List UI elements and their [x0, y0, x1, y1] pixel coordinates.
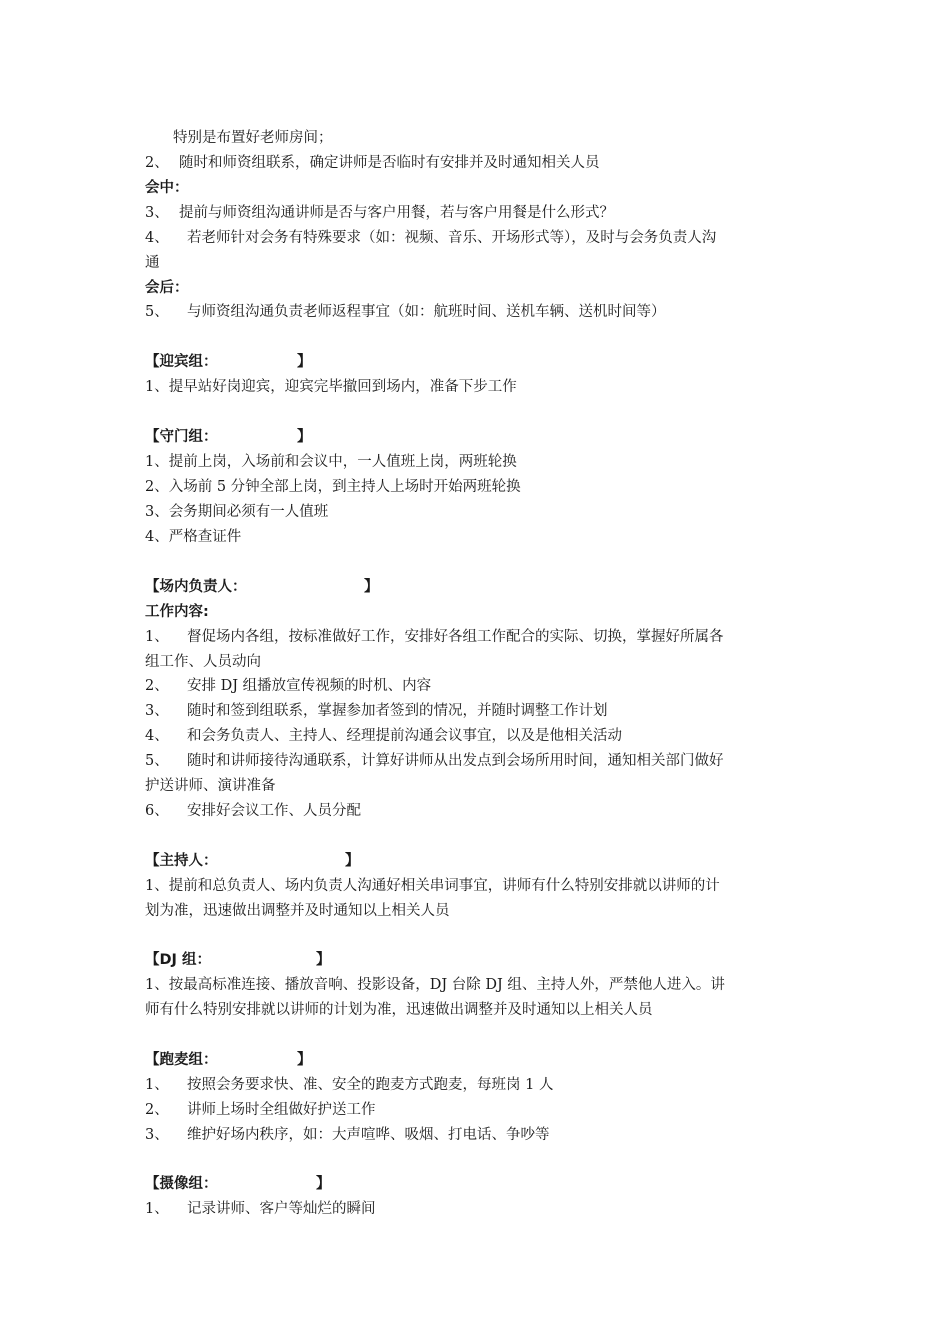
section-heading-venue — [145, 578, 379, 596]
text-line: 组工作、人员动向 — [145, 654, 261, 670]
item-number: 2、 — [145, 155, 169, 171]
list-item — [145, 229, 716, 247]
heading-bracket: 】 — [364, 579, 379, 595]
item-text: 提前与师资组沟通讲师是否与客户用餐，若与客户用餐是什么形式？ — [179, 205, 614, 221]
list-item: 1、提早站好岗迎宾，迎宾完毕撤回到场内，准备下步工作 — [145, 379, 517, 395]
heading-text: 【DJ 组： — [145, 952, 211, 968]
section-label-work: 工作内容: — [145, 604, 209, 620]
section-heading-welcome — [145, 353, 312, 371]
item-number: 5、 — [145, 304, 169, 320]
item-text: 随时和讲师接待沟通联系，计算好讲师从出发点到会场所用时间，通知相关部门做好 — [187, 753, 724, 769]
text-line: 通 — [145, 255, 160, 271]
section-heading-mic — [145, 1051, 312, 1069]
item-text: 督促场内各组，按标准做好工作，安排好各组工作配合的实际、切换，掌握好所属各 — [187, 629, 724, 645]
item-number: 2、 — [145, 678, 169, 694]
list-item: 4、严格查证件 — [145, 529, 242, 545]
list-item: 1、提前上岗，入场前和会议中，一人值班上岗，两班轮换 — [145, 454, 517, 470]
item-number: 3、 — [145, 1127, 169, 1143]
list-item — [145, 1101, 376, 1119]
list-item — [145, 802, 361, 820]
item-number: 6、 — [145, 803, 169, 819]
item-number: 1、 — [145, 1077, 169, 1093]
heading-bracket: 】 — [316, 952, 331, 968]
list-item: 2、入场前 5 分钟全部上岗，到主持人上场时开始两班轮换 — [145, 479, 521, 495]
heading-text: 【迎宾组： — [145, 354, 218, 370]
item-number: 2、 — [145, 1102, 169, 1118]
list-item — [145, 1126, 550, 1144]
text-line: 师有什么特别安排就以讲师的计划为准，迅速做出调整并及时通知以上相关人员 — [145, 1002, 653, 1018]
section-heading-host — [145, 852, 360, 870]
list-item — [145, 204, 614, 222]
heading-text: 【场内负责人： — [145, 579, 247, 595]
section-heading-dj — [145, 951, 331, 969]
item-number: 1、 — [145, 1201, 169, 1217]
heading-bracket: 】 — [316, 1176, 331, 1192]
list-item — [145, 677, 431, 695]
section-heading-door — [145, 428, 312, 446]
item-number: 1、 — [145, 629, 169, 645]
item-text: 随时和师资组联系，确定讲师是否临时有安排并及时通知相关人员 — [179, 155, 600, 171]
item-text: 与师资组沟通负责老师返程事宜（如：航班时间、送机车辆、送机时间等） — [187, 304, 666, 320]
item-text: 记录讲师、客户等灿烂的瞬间 — [187, 1201, 376, 1217]
list-item — [145, 154, 600, 172]
section-heading-camera — [145, 1175, 331, 1193]
list-item — [145, 727, 622, 745]
item-text: 按照会务要求快、准、安全的跑麦方式跑麦，每班岗 1 人 — [187, 1077, 554, 1093]
heading-text: 【摄像组： — [145, 1176, 218, 1192]
item-text: 随时和签到组联系，掌握参加者签到的情况，并随时调整工作计划 — [187, 703, 608, 719]
heading-bracket: 】 — [345, 853, 360, 869]
heading-bracket: 】 — [297, 1052, 312, 1068]
text-line: 护送讲师、演讲准备 — [145, 778, 276, 794]
section-label-during: 会中： — [145, 180, 189, 196]
item-text: 安排 DJ 组播放宣传视频的时机、内容 — [187, 678, 432, 694]
item-text: 若老师针对会务有特殊要求（如：视频、音乐、开场形式等），及时与会务负责人沟 — [187, 230, 717, 246]
list-item — [145, 702, 608, 720]
heading-text: 【守门组： — [145, 429, 218, 445]
item-number: 4、 — [145, 230, 169, 246]
text-line: 划为准，迅速做出调整并及时通知以上相关人员 — [145, 903, 450, 919]
heading-bracket: 】 — [297, 429, 312, 445]
list-item — [145, 303, 666, 321]
list-item: 3、会务期间必须有一人值班 — [145, 504, 329, 520]
item-number: 3、 — [145, 205, 169, 221]
list-item: 1、按最高标准连接、播放音响、投影设备，DJ 台除 DJ 组、主持人外，严禁他人进入。讲 — [145, 977, 725, 993]
heading-text: 【主持人： — [145, 853, 218, 869]
list-item — [145, 752, 724, 770]
heading-bracket: 】 — [297, 354, 312, 370]
list-item — [145, 1200, 376, 1218]
item-text: 讲师上场时全组做好护送工作 — [187, 1102, 376, 1118]
item-number: 5、 — [145, 753, 169, 769]
list-item — [145, 1076, 553, 1094]
list-item — [145, 628, 724, 646]
list-item: 1、提前和总负责人、场内负责人沟通好相关串词事宜，讲师有什么特别安排就以讲师的计 — [145, 878, 720, 894]
item-text: 安排好会议工作、人员分配 — [187, 803, 361, 819]
item-text: 和会务负责人、主持人、经理提前沟通会议事宜，以及是他相关活动 — [187, 728, 622, 744]
item-number: 4、 — [145, 728, 169, 744]
heading-text: 【跑麦组： — [145, 1052, 218, 1068]
item-text: 维护好场内秩序，如：大声喧哗、吸烟、打电话、争吵等 — [187, 1127, 550, 1143]
section-label-after: 会后： — [145, 280, 189, 296]
text-line: 特别是布置好老师房间； — [173, 130, 333, 146]
item-number: 3、 — [145, 703, 169, 719]
